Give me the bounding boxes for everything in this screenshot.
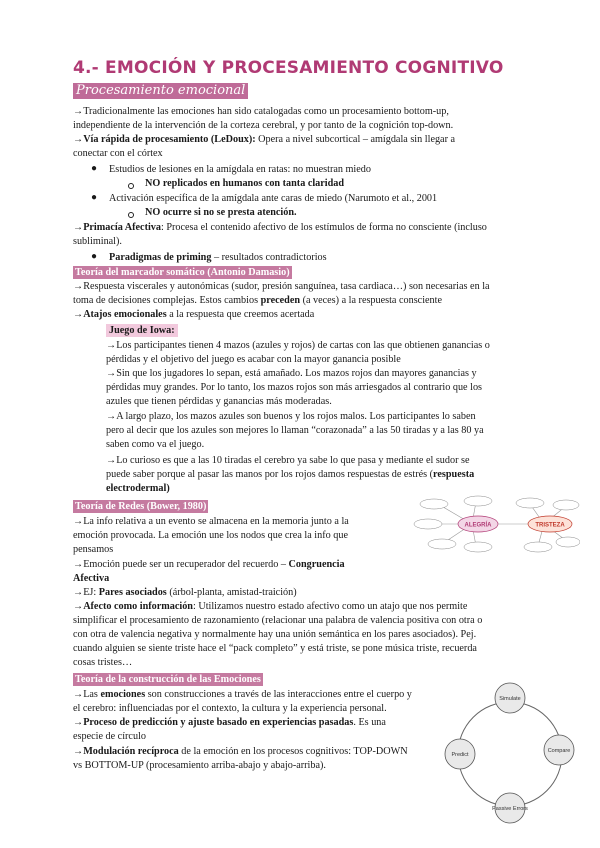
bullet-text: Estudios de lesiones en la amígdala en ratas: no muestran miedo [109,164,371,175]
juego-line: →Sin que los jugadores lo sepan, está amañado. Los mazos rojos dan mayores ganancias y [106,368,477,379]
bullet-dot: ● [91,251,98,262]
ledoux-line: →Vía rápida de procesamiento (LeDoux): Opera a nivel subcortical – amígdala sin llegar a [73,134,456,145]
bullet-text: Paradigmas de priming – resultados contradictorios [109,252,327,263]
primacia-line-2: subliminal). [73,236,122,247]
bower-line: pensamos [73,544,114,555]
damasio-line: →Atajos emocionales a la respuesta que creemos acertada [73,309,315,320]
construccion-line: →Modulación recíproca de la emoción en los procesos cognitivos: TOP-DOWN [73,746,408,757]
bullet-dot: ● [91,192,98,203]
bower-line: →EJ: Pares asociados (árbol-planta, amistad-traición) [73,587,297,598]
intro-line: independiente de la intervención de la corteza cerebral, y por tanto de la cognición top-down. [73,120,454,131]
bower-line: simplificar el procesamiento de razonamiento (relacionar una palabra de valencia positiva con otra o [73,615,483,626]
juego-line: pérdidas y el objetivo del juego es acabar con la mayor ganancia posible [106,354,401,365]
sub-bullet-text: NO replicados en humanos con tanta claridad [145,178,345,189]
juego-line: →Lo curioso es que a las 10 tiradas el cerebro ya sabe lo que pasa y mediante el sudor se [106,455,470,466]
construccion-line: especie de círculo [73,731,146,742]
section-heading-construccion: Teoría de la construcción de las Emociones [75,674,261,685]
node-alegria: ALEGRÍA [464,522,492,529]
bower-line: Afectiva [73,573,110,584]
bower-line: cuando alguien se siente triste hace el “pack completo” y está triste, se pone música triste, recuerda [73,643,477,654]
juego-line: azules que tienen pérdidas y ganancias más moderadas. [106,396,332,407]
damasio-line: →Respuesta viscerales y autonómicas (sudor, presión sanguínea, tasa cardiaca…) son necesarias en la [73,281,490,292]
bower-line: →Afecto como información: Utilizamos nuestro estado afectivo como un atajo que nos permite [73,601,468,612]
section-subtitle: Procesamiento emocional [73,83,248,99]
construccion-line: el cerebro: influenciadas por el contexto, la cultura y la experiencia personal. [73,703,387,714]
bullet-text: Activación específica de la amígdala ante caras de miedo (Narumoto et al., 2001 [109,193,438,204]
cycle-node-simulate: Simulate [499,696,521,702]
sub-bullet-text: NO ocurre si no se presta atención. [145,207,297,218]
bower-line: cosas tristes… [73,657,133,668]
juego-iowa-label: Juego de Iowa: [106,324,178,337]
juego-line: pérdidas muy grandes. Por lo tanto, los mazos rojos son más arriesgados al contrario que los [106,382,483,393]
juego-line: pero al decir que los azules son mejores lo llaman “corazonada” a las 50 tiradas y a las 80 ya [106,425,484,436]
network-diagram [398,492,580,556]
primacia-line: →Primacía Afectiva: Procesa el contenido afectivo de los estímulos de forma no consciente (incluso [73,222,487,233]
cycle-diagram [440,680,580,828]
cycle-node-compare: Compare [547,748,571,754]
intro-line: →Tradicionalmente las emociones han sido catalogadas como un procesamiento bottom-up, [73,106,449,117]
section-heading-damasio: Teoría del marcador somático (Antonio Damasio) [75,267,290,278]
juego-line: →Los participantes tienen 4 mazos (azules y rojos) de cartas con las que obtienen ganancias o [106,340,490,351]
juego-line: puede saber porque al pasar las manos por los rojos damos respuestas de estrés (respuesta [106,469,475,480]
cycle-node-predict: Predict [451,752,469,758]
page-title: 4.- EMOCIÓN Y PROCESAMIENTO COGNITIVO [73,58,504,78]
juego-line: →A largo plazo, los mazos azules son buenos y los rojos malos. Los participantes lo saben [106,411,476,422]
juego-line: saben como va el juego. [106,439,205,450]
node-tristeza: TRISTEZA [535,522,565,529]
damasio-line: toma de decisiones complejas. Estos cambios preceden (a veces) a la respuesta consciente [73,295,442,306]
construccion-line: →Proceso de predicción y ajuste basado en experiencias pasadas. Es una [73,717,386,728]
section-heading-bower: Teoría de Redes (Bower, 1980) [75,501,207,512]
juego-line: electrodermal) [106,483,170,494]
bower-line: con otra de valencia negativa y normalmente hay una unión semántica en los pares asociados). Pej. [73,629,477,640]
construccion-line: →Las emociones son construcciones a través de las interacciones entre el cuerpo y [73,689,412,700]
ledoux-line-2: conectar con el córtex [73,148,163,159]
bullet-dot: ● [91,163,98,174]
bower-line: emoción provocada. La emoción une los nodos que crea la info que [73,530,348,541]
sub-bullet-circle [128,212,134,218]
cycle-node-passive: Passive Errors [492,806,528,812]
construccion-line: vs BOTTOM-UP (procesamiento arriba-abajo y abajo-arriba). [73,760,326,771]
sub-bullet-circle [128,183,134,189]
bower-line: →La info relativa a un evento se almacena en la memoria junto a la [73,516,349,527]
bower-line: →Emoción puede ser un recuperador del recuerdo – Congruencia [73,559,345,570]
